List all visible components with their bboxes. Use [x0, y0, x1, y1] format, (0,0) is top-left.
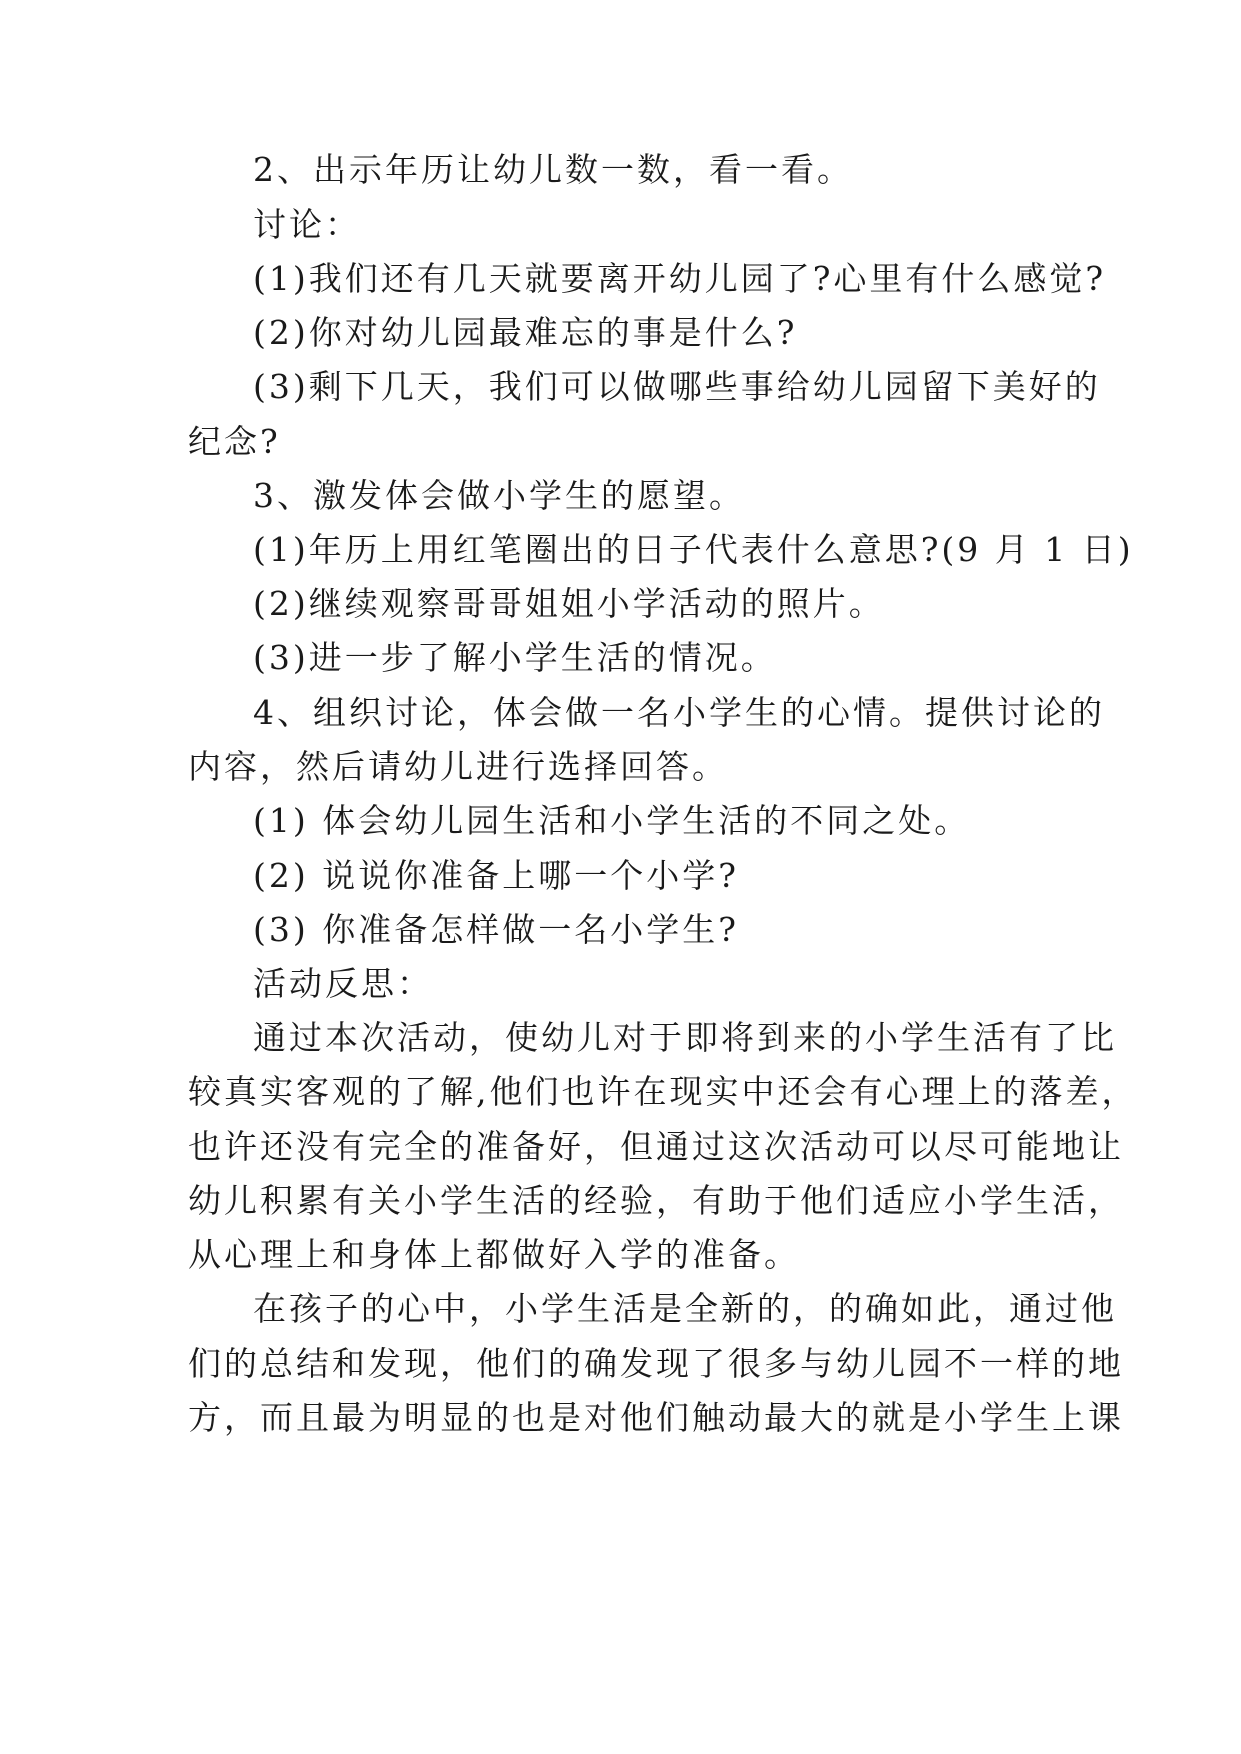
- text-line: 纪念?: [188, 422, 281, 461]
- text-line: 通过本次活动，使幼儿对于即将到来的小学生活有了比: [253, 1018, 1117, 1057]
- text-line: 幼儿积累有关小学生活的经验，有助于他们适应小学生活，: [188, 1181, 1124, 1220]
- text-line: (2) 说说你准备上哪一个小学?: [253, 856, 739, 895]
- text-line: 在孩子的心中，小学生活是全新的，的确如此，通过他: [253, 1289, 1117, 1328]
- text-line: 2、出示年历让幼儿数一数，看一看。: [253, 150, 853, 189]
- text-line: 们的总结和发现，他们的确发现了很多与幼儿园不一样的地: [188, 1344, 1124, 1383]
- text-line: (1) 体会幼儿园生活和小学生活的不同之处。: [253, 801, 971, 840]
- text-line: 较真实客观的了解,他们也许在现实中还会有心理上的落差，: [188, 1072, 1138, 1111]
- text-line: (1)我们还有几天就要离开幼儿园了?心里有什么感觉?: [253, 259, 1107, 298]
- text-line: 从心理上和身体上都做好入学的准备。: [188, 1235, 800, 1274]
- text-line: 3、激发体会做小学生的愿望。: [253, 476, 745, 515]
- text-line: 方，而且最为明显的也是对他们触动最大的就是小学生上课: [188, 1398, 1124, 1437]
- text-line: (1)年历上用红笔圈出的日子代表什么意思?(9 月 1 日): [253, 530, 1134, 569]
- text-line: (2)你对幼儿园最难忘的事是什么?: [253, 313, 798, 352]
- text-line: (2)继续观察哥哥姐姐小学活动的照片。: [253, 584, 885, 623]
- text-line: (3)剩下几天，我们可以做哪些事给幼儿园留下美好的: [253, 367, 1101, 406]
- text-line: 活动反思：: [253, 964, 433, 1003]
- text-line: 内容，然后请幼儿进行选择回答。: [188, 747, 728, 786]
- text-line: 也许还没有完全的准备好，但通过这次活动可以尽可能地让: [188, 1127, 1124, 1166]
- text-line: 4、组织讨论，体会做一名小学生的心情。提供讨论的: [253, 693, 1105, 732]
- text-line: 讨论：: [253, 205, 361, 244]
- text-line: (3) 你准备怎样做一名小学生?: [253, 910, 739, 949]
- text-line: (3)进一步了解小学生活的情况。: [253, 638, 777, 677]
